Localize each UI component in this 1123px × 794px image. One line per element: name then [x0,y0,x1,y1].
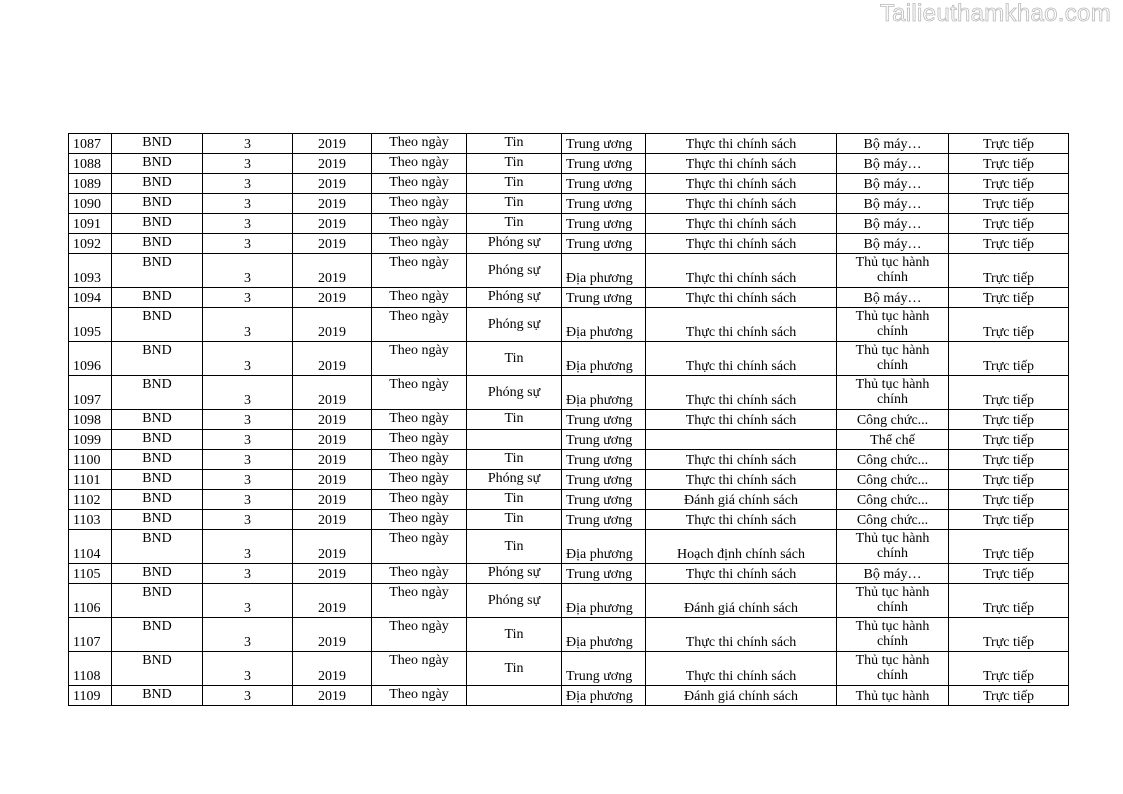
row-number-cell: 1101 [69,470,112,490]
year-cell: 2019 [293,584,372,618]
policy-stage-cell: Thực thi chính sách [646,510,837,530]
row-number-cell: 1102 [69,490,112,510]
month-cell: 3 [203,174,293,194]
source-cell: BND [112,652,203,686]
data-table [68,133,1069,706]
policy-stage-cell: Thực thi chính sách [646,470,837,490]
year-cell: 2019 [293,430,372,450]
watermark-text: Tailieuthamkhao.com [879,0,1111,27]
row-number-cell: 1103 [69,510,112,530]
genre-cell: Phóng sự [467,564,562,584]
year-cell: 2019 [293,510,372,530]
genre-cell: Tin [467,652,562,686]
table-row [69,510,1069,530]
source-cell: BND [112,450,203,470]
source-cell: BND [112,214,203,234]
topic-cell: Bộ máy… [837,564,949,584]
month-cell: 3 [203,510,293,530]
policy-stage-cell: Thực thi chính sách [646,410,837,430]
month-cell: 3 [203,134,293,154]
genre-cell: Phóng sự [467,288,562,308]
policy-stage-cell: Hoạch định chính sách [646,530,837,564]
frequency-cell: Theo ngày [372,510,467,530]
policy-stage-cell [646,430,837,450]
row-number-cell: 1108 [69,652,112,686]
row-number-cell: 1094 [69,288,112,308]
source-cell: BND [112,530,203,564]
table-row [69,564,1069,584]
table-row [69,450,1069,470]
source-cell: BND [112,470,203,490]
level-cell: Trung ương [562,450,646,470]
genre-cell: Tin [467,214,562,234]
year-cell: 2019 [293,564,372,584]
year-cell: 2019 [293,530,372,564]
table-row [69,154,1069,174]
frequency-cell: Theo ngày [372,652,467,686]
month-cell: 3 [203,490,293,510]
year-cell: 2019 [293,234,372,254]
table-row [69,288,1069,308]
source-cell: BND [112,584,203,618]
month-cell: 3 [203,618,293,652]
source-cell: BND [112,510,203,530]
topic-cell: Thủ tục hành chính [837,342,949,376]
month-cell: 3 [203,652,293,686]
frequency-cell: Theo ngày [372,214,467,234]
level-cell: Trung ương [562,288,646,308]
genre-cell: Tin [467,490,562,510]
genre-cell: Tin [467,618,562,652]
month-cell: 3 [203,584,293,618]
genre-cell: Phóng sự [467,376,562,410]
topic-cell: Bộ máy… [837,154,949,174]
row-number-cell: 1105 [69,564,112,584]
topic-cell: Công chức... [837,470,949,490]
month-cell: 3 [203,376,293,410]
table-row [69,234,1069,254]
method-cell: Trực tiếp [949,410,1069,430]
method-cell: Trực tiếp [949,490,1069,510]
frequency-cell: Theo ngày [372,410,467,430]
level-cell: Trung ương [562,652,646,686]
topic-cell: Thủ tục hành [837,686,949,706]
row-number-cell: 1107 [69,618,112,652]
frequency-cell: Theo ngày [372,342,467,376]
topic-cell: Thể chế [837,430,949,450]
method-cell: Trực tiếp [949,342,1069,376]
row-number-cell: 1109 [69,686,112,706]
table-row [69,530,1069,564]
year-cell: 2019 [293,490,372,510]
frequency-cell: Theo ngày [372,154,467,174]
genre-cell: Tin [467,194,562,214]
source-cell: BND [112,410,203,430]
method-cell: Trực tiếp [949,686,1069,706]
month-cell: 3 [203,234,293,254]
row-number-cell: 1093 [69,254,112,288]
row-number-cell: 1087 [69,134,112,154]
frequency-cell: Theo ngày [372,470,467,490]
month-cell: 3 [203,530,293,564]
row-number-cell: 1099 [69,430,112,450]
level-cell: Địa phương [562,376,646,410]
genre-cell: Tin [467,410,562,430]
level-cell: Trung ương [562,470,646,490]
level-cell: Địa phương [562,618,646,652]
month-cell: 3 [203,308,293,342]
month-cell: 3 [203,288,293,308]
genre-cell: Tin [467,530,562,564]
topic-cell: Thủ tục hành chính [837,618,949,652]
level-cell: Trung ương [562,510,646,530]
frequency-cell: Theo ngày [372,430,467,450]
table-row [69,618,1069,652]
level-cell: Địa phương [562,686,646,706]
table-row [69,134,1069,154]
method-cell: Trực tiếp [949,376,1069,410]
year-cell: 2019 [293,308,372,342]
topic-cell: Công chức... [837,410,949,430]
source-cell: BND [112,342,203,376]
level-cell: Trung ương [562,194,646,214]
month-cell: 3 [203,342,293,376]
level-cell: Trung ương [562,214,646,234]
method-cell: Trực tiếp [949,234,1069,254]
table-row [69,194,1069,214]
table-row [69,490,1069,510]
method-cell: Trực tiếp [949,470,1069,490]
policy-stage-cell: Thực thi chính sách [646,154,837,174]
frequency-cell: Theo ngày [372,254,467,288]
month-cell: 3 [203,154,293,174]
policy-stage-cell: Thực thi chính sách [646,342,837,376]
genre-cell: Phóng sự [467,234,562,254]
level-cell: Trung ương [562,234,646,254]
genre-cell: Tin [467,154,562,174]
frequency-cell: Theo ngày [372,134,467,154]
source-cell: BND [112,564,203,584]
year-cell: 2019 [293,376,372,410]
genre-cell: Phóng sự [467,254,562,288]
policy-stage-cell: Thực thi chính sách [646,234,837,254]
table-row [69,430,1069,450]
source-cell: BND [112,254,203,288]
topic-cell: Thủ tục hành chính [837,530,949,564]
frequency-cell: Theo ngày [372,174,467,194]
genre-cell: Tin [467,134,562,154]
source-cell: BND [112,134,203,154]
level-cell: Địa phương [562,530,646,564]
month-cell: 3 [203,430,293,450]
table-row [69,214,1069,234]
table-row [69,410,1069,430]
month-cell: 3 [203,686,293,706]
month-cell: 3 [203,450,293,470]
year-cell: 2019 [293,214,372,234]
row-number-cell: 1106 [69,584,112,618]
genre-cell: Phóng sự [467,584,562,618]
table-row [69,174,1069,194]
month-cell: 3 [203,410,293,430]
table-row [69,254,1069,288]
table-row [69,584,1069,618]
policy-stage-cell: Thực thi chính sách [646,194,837,214]
topic-cell: Thủ tục hành chính [837,254,949,288]
frequency-cell: Theo ngày [372,490,467,510]
level-cell: Địa phương [562,254,646,288]
source-cell: BND [112,308,203,342]
month-cell: 3 [203,470,293,490]
table-row [69,376,1069,410]
year-cell: 2019 [293,450,372,470]
policy-stage-cell: Thực thi chính sách [646,564,837,584]
source-cell: BND [112,686,203,706]
row-number-cell: 1097 [69,376,112,410]
frequency-cell: Theo ngày [372,288,467,308]
topic-cell: Công chức... [837,490,949,510]
frequency-cell: Theo ngày [372,618,467,652]
policy-stage-cell: Thực thi chính sách [646,254,837,288]
year-cell: 2019 [293,342,372,376]
level-cell: Địa phương [562,308,646,342]
source-cell: BND [112,194,203,214]
topic-cell: Bộ máy… [837,214,949,234]
method-cell: Trực tiếp [949,254,1069,288]
month-cell: 3 [203,194,293,214]
year-cell: 2019 [293,652,372,686]
topic-cell: Thủ tục hành chính [837,584,949,618]
row-number-cell: 1089 [69,174,112,194]
table-row [69,686,1069,706]
policy-stage-cell: Thực thi chính sách [646,376,837,410]
source-cell: BND [112,174,203,194]
method-cell: Trực tiếp [949,288,1069,308]
method-cell: Trực tiếp [949,652,1069,686]
year-cell: 2019 [293,686,372,706]
table-row [69,652,1069,686]
row-number-cell: 1092 [69,234,112,254]
policy-stage-cell: Thực thi chính sách [646,308,837,342]
source-cell: BND [112,376,203,410]
method-cell: Trực tiếp [949,510,1069,530]
topic-cell: Thủ tục hành chính [837,376,949,410]
method-cell: Trực tiếp [949,530,1069,564]
source-cell: BND [112,430,203,450]
year-cell: 2019 [293,470,372,490]
level-cell: Trung ương [562,154,646,174]
policy-stage-cell: Thực thi chính sách [646,450,837,470]
frequency-cell: Theo ngày [372,584,467,618]
policy-stage-cell: Thực thi chính sách [646,174,837,194]
frequency-cell: Theo ngày [372,530,467,564]
row-number-cell: 1095 [69,308,112,342]
method-cell: Trực tiếp [949,214,1069,234]
year-cell: 2019 [293,194,372,214]
method-cell: Trực tiếp [949,618,1069,652]
method-cell: Trực tiếp [949,154,1069,174]
topic-cell: Bộ máy… [837,134,949,154]
source-cell: BND [112,154,203,174]
genre-cell: Phóng sự [467,308,562,342]
level-cell: Địa phương [562,342,646,376]
genre-cell: Tin [467,450,562,470]
row-number-cell: 1098 [69,410,112,430]
year-cell: 2019 [293,618,372,652]
frequency-cell: Theo ngày [372,308,467,342]
row-number-cell: 1100 [69,450,112,470]
source-cell: BND [112,490,203,510]
policy-stage-cell: Đánh giá chính sách [646,584,837,618]
topic-cell: Bộ máy… [837,174,949,194]
level-cell: Trung ương [562,490,646,510]
year-cell: 2019 [293,154,372,174]
table-row [69,308,1069,342]
policy-stage-cell: Thực thi chính sách [646,652,837,686]
genre-cell [467,686,562,706]
table-body [69,134,1069,706]
frequency-cell: Theo ngày [372,194,467,214]
frequency-cell: Theo ngày [372,450,467,470]
level-cell: Trung ương [562,430,646,450]
method-cell: Trực tiếp [949,308,1069,342]
topic-cell: Công chức... [837,510,949,530]
row-number-cell: 1104 [69,530,112,564]
genre-cell: Phóng sự [467,470,562,490]
genre-cell [467,430,562,450]
level-cell: Trung ương [562,174,646,194]
frequency-cell: Theo ngày [372,686,467,706]
month-cell: 3 [203,214,293,234]
table-row [69,470,1069,490]
year-cell: 2019 [293,410,372,430]
policy-stage-cell: Đánh giá chính sách [646,490,837,510]
policy-stage-cell: Thực thi chính sách [646,288,837,308]
topic-cell: Thủ tục hành chính [837,652,949,686]
year-cell: 2019 [293,288,372,308]
method-cell: Trực tiếp [949,450,1069,470]
topic-cell: Bộ máy… [837,288,949,308]
row-number-cell: 1091 [69,214,112,234]
policy-stage-cell: Thực thi chính sách [646,618,837,652]
method-cell: Trực tiếp [949,564,1069,584]
row-number-cell: 1088 [69,154,112,174]
genre-cell: Tin [467,510,562,530]
method-cell: Trực tiếp [949,584,1069,618]
topic-cell: Thủ tục hành chính [837,308,949,342]
topic-cell: Bộ máy… [837,234,949,254]
level-cell: Trung ương [562,564,646,584]
level-cell: Trung ương [562,134,646,154]
frequency-cell: Theo ngày [372,376,467,410]
method-cell: Trực tiếp [949,174,1069,194]
month-cell: 3 [203,564,293,584]
policy-stage-cell: Thực thi chính sách [646,134,837,154]
month-cell: 3 [203,254,293,288]
year-cell: 2019 [293,254,372,288]
method-cell: Trực tiếp [949,194,1069,214]
row-number-cell: 1096 [69,342,112,376]
year-cell: 2019 [293,134,372,154]
source-cell: BND [112,288,203,308]
frequency-cell: Theo ngày [372,234,467,254]
level-cell: Địa phương [562,584,646,618]
policy-stage-cell: Thực thi chính sách [646,214,837,234]
genre-cell: Tin [467,174,562,194]
level-cell: Trung ương [562,410,646,430]
topic-cell: Bộ máy… [837,194,949,214]
frequency-cell: Theo ngày [372,564,467,584]
row-number-cell: 1090 [69,194,112,214]
source-cell: BND [112,234,203,254]
policy-stage-cell: Đánh giá chính sách [646,686,837,706]
topic-cell: Công chức... [837,450,949,470]
method-cell: Trực tiếp [949,430,1069,450]
table-row [69,342,1069,376]
year-cell: 2019 [293,174,372,194]
source-cell: BND [112,618,203,652]
genre-cell: Tin [467,342,562,376]
method-cell: Trực tiếp [949,134,1069,154]
